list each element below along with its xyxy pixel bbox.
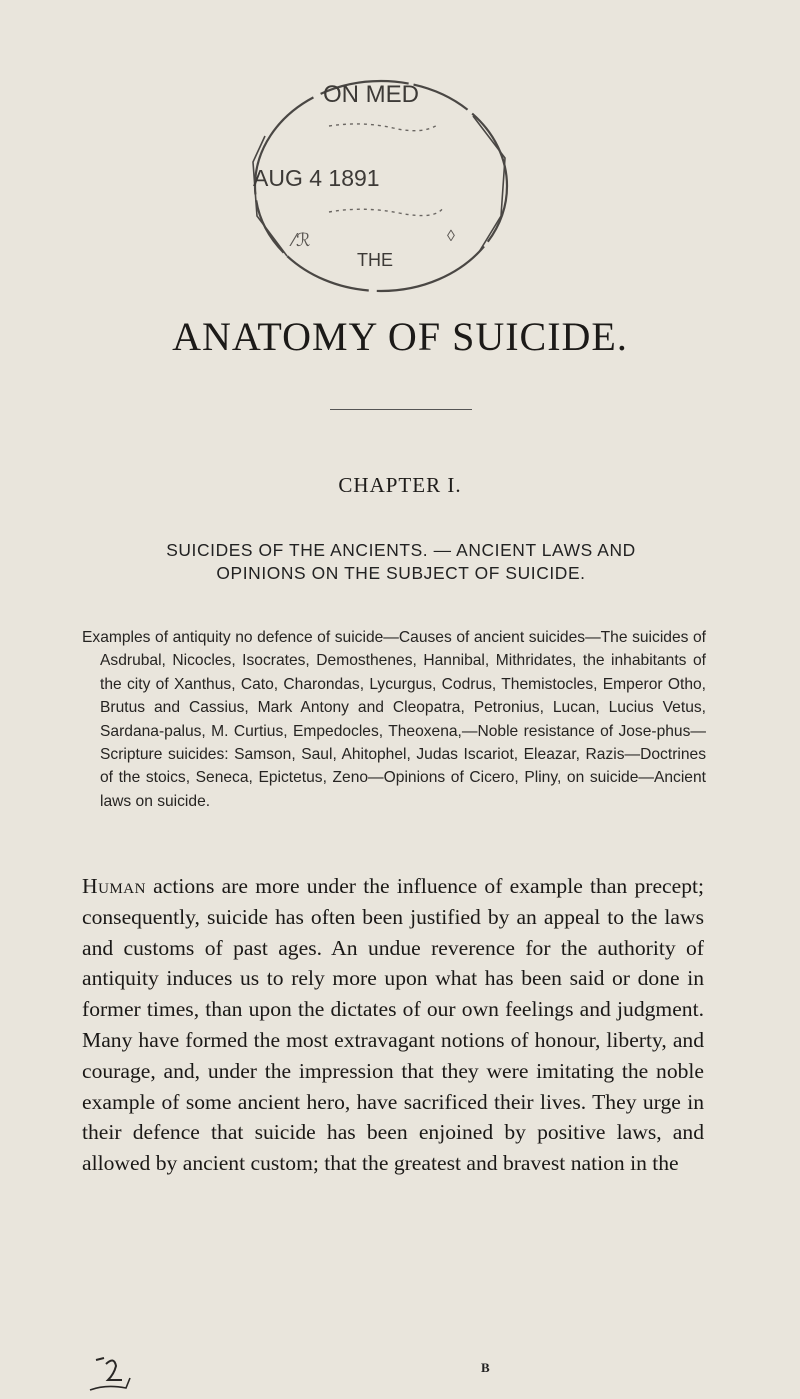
library-stamp — [243, 66, 519, 302]
handwritten-mark-icon — [86, 1354, 146, 1394]
title-divider — [330, 409, 472, 410]
stamp-date: AUG 4 1891 — [253, 165, 380, 191]
body-first-word: Human — [82, 874, 146, 898]
stamp-top-text: ON MED — [323, 81, 419, 108]
signature-mark: B — [481, 1360, 490, 1375]
chapter-subtitle — [98, 539, 704, 585]
stamp-bottom-text: THE — [357, 250, 393, 270]
body-text-rest: actions are more under the influence of example than precept; consequently, suicide has often been justified by an appeal to the laws and customs of past ages. An undue reverence for the authority of antiquity induces us to rely more upon what has been said or done in former times, than upon the dictates of our own feelings and judgment. Many have formed the most extravagant notions of honour, liberty, and courage, and, under the impression that they were imitating the noble example of some ancient hero, have sacrificed their lives. They urge in their defence that suicide has been enjoined by positive laws, and allowed by ancient custom; that the greatest and bravest nation in the — [82, 874, 704, 1176]
svg-text:⁄ℛ: ⁄ℛ — [293, 230, 311, 250]
book-title: ANATOMY OF SUICIDE. — [172, 314, 628, 359]
subtitle-line-1: SUICIDES OF THE ANCIENTS. — ANCIENT LAWS AND — [166, 540, 636, 560]
subtitle-line-2: OPINIONS ON THE SUBJECT OF SUICIDE. — [216, 563, 586, 583]
stamp-graphic — [243, 66, 519, 302]
body-paragraph — [82, 871, 704, 1179]
svg-text:◊: ◊ — [447, 228, 455, 245]
chapter-heading: CHAPTER I. — [338, 473, 462, 497]
chapter-summary: Examples of antiquity no defence of suicide—Causes of ancient suicides—The suicides of Asdrubal, Nicocles, Isocrates, Demosthenes, Hannibal, Mithridates, the inhabitants of the city of Xanthus, Cato, Charondas, Lycurgus, Codrus, Themistocles, Emperor Otho, Brutus and Cassius, Mark Antony and Cleopatra, Petronius, Lucan, Lucius Vetus, Sardana-palus, M. Curtius, Empedocles, Theoxena,—Noble resistance of Jose-phus—Scripture suicides: Samson, Saul, Ahitophel, Judas Iscariot, Eleazar, Razis—Doctrines of the stoics, Seneca, Epictetus, Zeno—Opinions of Cicero, Pliny, on suicide—Ancient laws on suicide. — [82, 629, 706, 810]
